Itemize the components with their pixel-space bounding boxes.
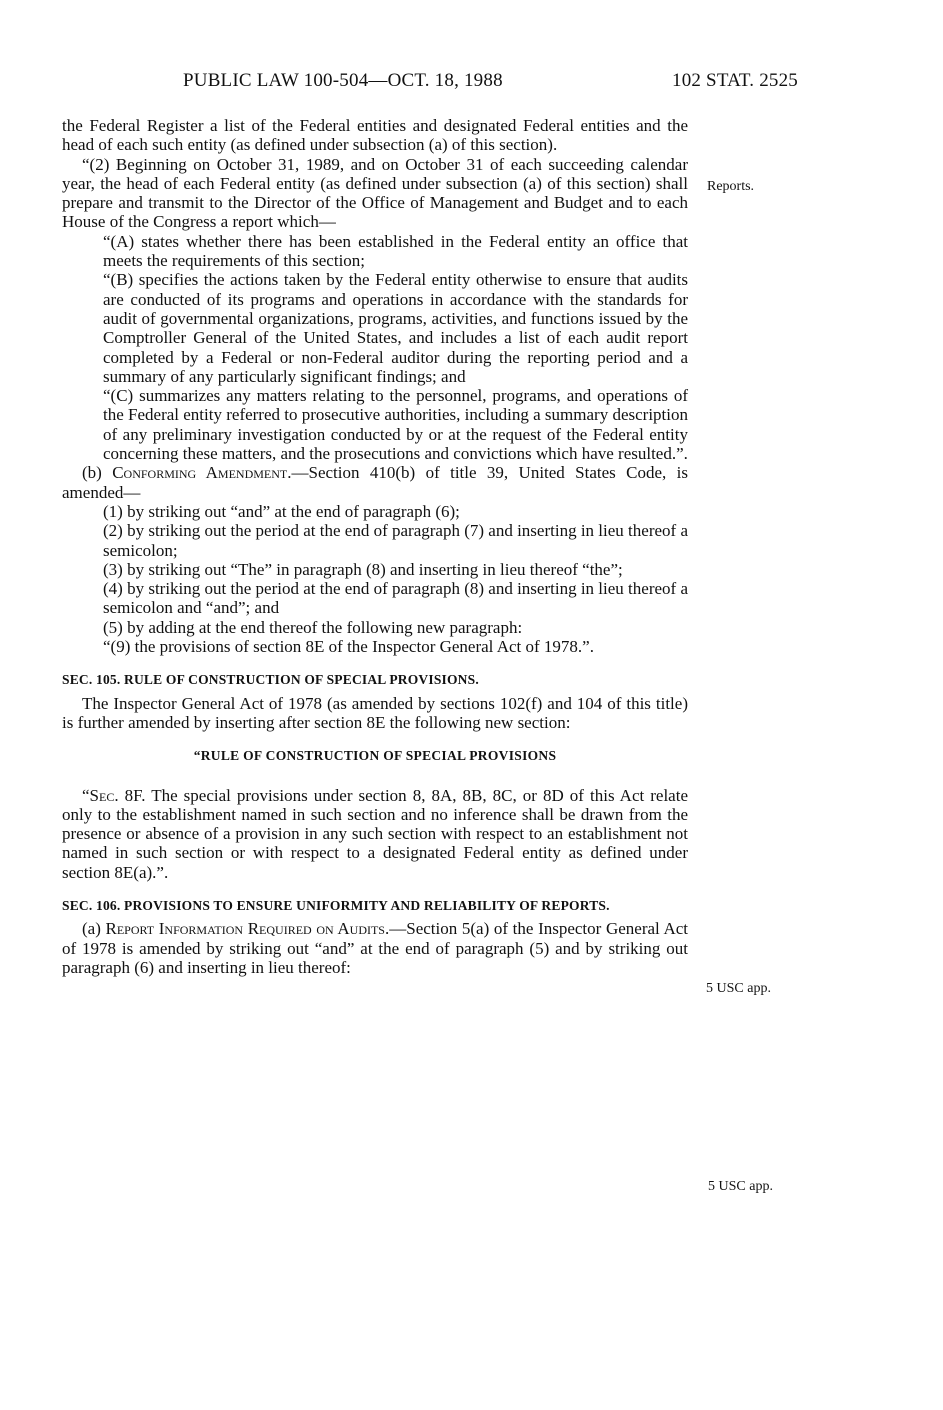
subsection-a (62, 919, 688, 977)
section-label: Sec (89, 785, 115, 805)
amendment-item: (2) by striking out the period at the end of paragraph (7) and inserting in lieu thereof a semicolon; (103, 521, 688, 560)
amendment-item: (1) by striking out “and” at the end of paragraph (6); (103, 501, 460, 521)
paragraph: the Federal Register a list of the Federal entities and designated Federal entities and the head of each such entity (as defined under subsection (a) of this section). (62, 116, 688, 155)
paragraph: “(2) Beginning on October 31, 1989, and on October 31 of each succeeding calendar year, the head of each Federal entity (as defined under subsection (a) of this section) shall prepare and transmit to the Director of the Office of Management and Budget and to each House of the Congress a report which— (62, 154, 688, 232)
amendment-item: (5) by adding at the end thereof the following new paragraph: (103, 617, 523, 637)
amendment-item: (4) by striking out the period at the end of paragraph (8) and inserting in lieu thereof a semicolon and “and”; and (103, 579, 688, 618)
margin-note-usc-app: 5 USC app. (706, 981, 771, 996)
subsection-number: (b) (82, 463, 113, 483)
subsection-caption: Report Information Required on Audits. (105, 919, 390, 939)
margin-note-usc-app: 5 USC app. (708, 1179, 773, 1194)
subsection-b (62, 463, 688, 502)
paragraph: The Inspector General Act of 1978 (as amended by sections 102(f) and 104 of this title) is further amended by inserting after section 8E the following new section: (62, 693, 688, 732)
document-body (62, 116, 688, 977)
subparagraph-c: “(C) summarizes any matters relating to the personnel, programs, and operations of the Federal entity referred to prosecutive authorities, including a summary description of any preliminary investigation conducted by or at the request of the Federal entity concerning these matters, and the prosecutions and convictions which have resulted.”. (103, 386, 688, 464)
section-text: . 8F. The special provisions under section 8, 8A, 8B, 8C, or 8D of this Act relate only to the establishment named in such section and no inference shall be drawn from the presence or absence of a provision in any such section with respect to an establishment not named in such section or with respect to a designated Federal entity as defined under section 8E(a).”. (62, 785, 688, 882)
section-8f (62, 786, 688, 882)
amendment-item: (3) by striking out “The” in paragraph (8) and inserting in lieu thereof “the”; (103, 559, 623, 579)
section-heading-106: SEC. 106. PROVISIONS TO ENSURE UNIFORMITY AND RELIABILITY OF REPORTS. (62, 897, 610, 913)
subsection-caption: Conforming Amendment. (112, 463, 292, 483)
subsection-text: —Section 410(b) of title 39, United States Code, is amended— (62, 463, 689, 502)
new-paragraph-9: “(9) the provisions of section 8E of the Inspector General Act of 1978.”. (103, 637, 594, 657)
margin-note-reports: Reports. (707, 179, 755, 194)
subsection-text: —Section 5(a) of the Inspector General Act of 1978 is amended by striking out “and” at the end of paragraph (5) and by striking out paragraph (6) and inserting in lieu thereof: (62, 919, 688, 977)
subparagraph-b: “(B) specifies the actions taken by the Federal entity otherwise to ensure that audits are conducted of its programs and operations in accordance with the standards for audit of governmental organizations, programs, activities, and functions issued by the Comptroller General of the United States, and includes a list of each audit report completed by a Federal or non-Federal auditor during the reporting period and a summary of any particularly significant findings; and (103, 270, 688, 386)
section-heading-105: SEC. 105. RULE OF CONSTRUCTION OF SPECIAL PROVISIONS. (62, 672, 479, 688)
centered-heading: “RULE OF CONSTRUCTION OF SPECIAL PROVISIONS (193, 748, 557, 764)
subparagraph-a: “(A) states whether there has been established in the Federal entity an office that meets the requirements of this section; (103, 231, 688, 271)
running-header-page-number: 102 STAT. 2525 (672, 70, 799, 91)
running-header-title: PUBLIC LAW 100-504—OCT. 18, 1988 (183, 70, 503, 91)
subsection-number: (a) (82, 919, 106, 939)
quote-mark: “ (82, 785, 90, 805)
